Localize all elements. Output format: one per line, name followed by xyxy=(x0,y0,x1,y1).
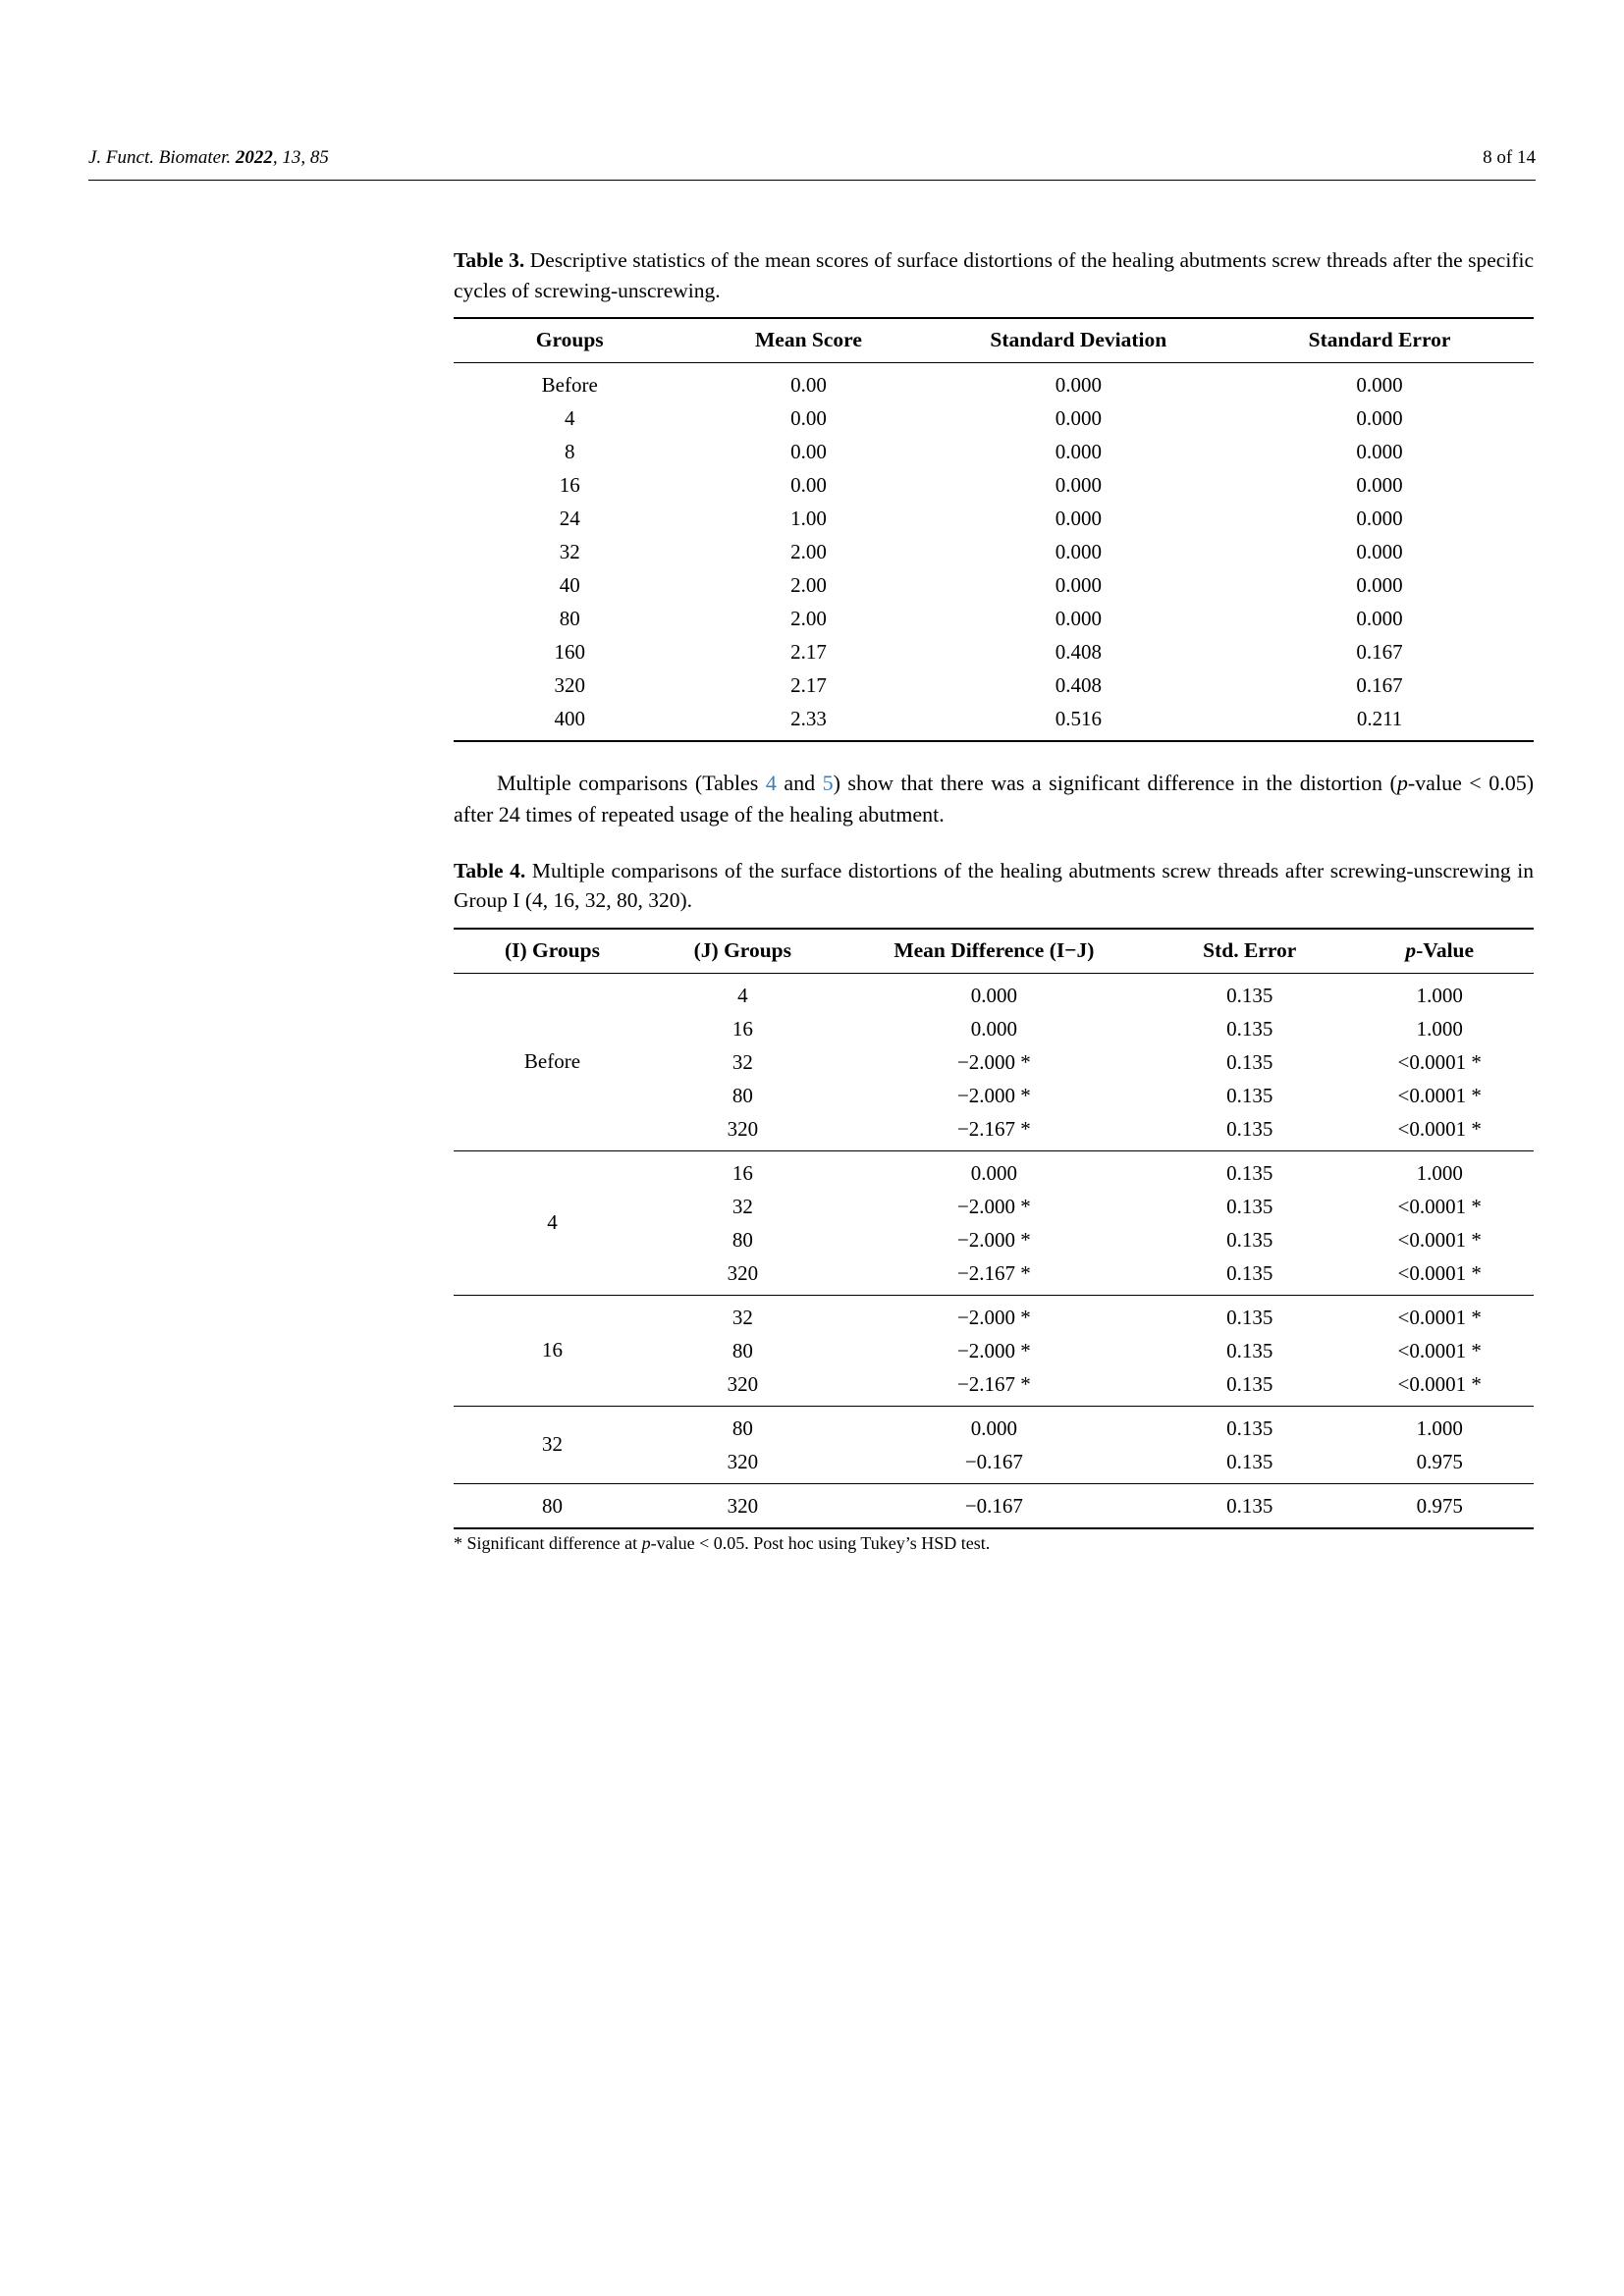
cell-j-group: 320 xyxy=(727,1371,759,1396)
cell-se: 0.000 xyxy=(1356,440,1403,464)
table3-caption xyxy=(454,245,1534,305)
table-row xyxy=(454,603,1534,636)
cell-std-error: 0.135 xyxy=(1226,1260,1273,1285)
paragraph-part2: and xyxy=(776,771,823,796)
table3-header-row xyxy=(454,318,1534,363)
cell-group: 8 xyxy=(564,440,575,464)
cell-std-error: 0.135 xyxy=(1226,1194,1273,1218)
table-row xyxy=(454,1295,1534,1334)
cell-sd: 0.000 xyxy=(1055,607,1102,631)
cell-p-value: 0.975 xyxy=(1345,1483,1534,1528)
cell-mean-diff: 0.000 xyxy=(970,1016,1017,1041)
cell-p-value: <0.0001 * xyxy=(1397,1227,1482,1252)
cell-p-value: <0.0001 * xyxy=(1397,1083,1482,1107)
table-row xyxy=(454,1150,1534,1190)
cell-std-error: 0.135 xyxy=(1154,1150,1345,1190)
cell-j-group: 320 xyxy=(727,1260,759,1285)
running-head-left xyxy=(88,147,329,169)
table3-caption-text: Descriptive statistics of the mean scores of surface distortions of the healing abutments screw threads after the specific cycles of screwing-unscrewing. xyxy=(454,248,1535,302)
table-row xyxy=(454,402,1534,436)
cell-mean-diff: −0.167 xyxy=(964,1449,1023,1473)
p-value-italic: p xyxy=(1405,937,1417,962)
cell-se: 0.211 xyxy=(1356,707,1403,731)
table-row xyxy=(454,569,1534,603)
paragraph-italic-p: p xyxy=(1396,771,1408,796)
cell-se: 0.167 xyxy=(1356,640,1403,665)
cell-se: 0.000 xyxy=(1356,540,1403,564)
cell-j-group: 80 xyxy=(731,1338,753,1362)
cell-se: 0.167 xyxy=(1356,673,1403,698)
cell-mean-diff: 0.000 xyxy=(970,983,1017,1007)
cell-sd: 0.000 xyxy=(1055,473,1102,498)
table4-header-row xyxy=(454,929,1534,974)
cell-sd: 0.000 xyxy=(1055,440,1102,464)
table4-footnote xyxy=(454,1533,1534,1554)
cell-mean: 2.00 xyxy=(790,573,827,598)
cell-se: 0.000 xyxy=(1356,507,1403,531)
table3-caption-label: Table 3. xyxy=(454,248,525,272)
cell-p-value: 1.000 xyxy=(1416,983,1463,1007)
cell-std-error: 0.135 xyxy=(1226,1049,1273,1074)
content-column xyxy=(454,245,1534,1554)
table3-col-groups: Groups xyxy=(535,328,604,352)
journal-volume: , 13, 85 xyxy=(272,147,329,168)
cell-se: 0.000 xyxy=(1356,406,1403,431)
cell-mean: 1.00 xyxy=(790,507,827,531)
cell-sd: 0.000 xyxy=(1055,507,1102,531)
cell-group: 160 xyxy=(554,640,585,665)
cell-std-error: 0.135 xyxy=(1226,1449,1273,1473)
cell-i-group: 16 xyxy=(454,1295,651,1406)
cell-mean: 2.00 xyxy=(790,607,827,631)
journal-name: J. Funct. Biomater. xyxy=(88,147,232,168)
cell-std-error: 0.135 xyxy=(1154,1483,1345,1528)
table-row xyxy=(454,536,1534,569)
cell-i-group: 32 xyxy=(454,1406,651,1483)
cell-group: 40 xyxy=(559,573,580,598)
cell-std-error: 0.135 xyxy=(1226,1116,1273,1141)
cell-p-value: 1.000 xyxy=(1416,1016,1463,1041)
running-head xyxy=(88,147,1536,169)
cell-sd: 0.408 xyxy=(1055,673,1102,698)
cell-std-error: 0.135 xyxy=(1226,1016,1273,1041)
cell-mean-diff: −0.167 xyxy=(835,1483,1154,1528)
table4-caption-label: Table 4. xyxy=(454,858,526,882)
cell-j-group: 32 xyxy=(651,1295,835,1334)
cell-mean-diff: −2.000 * xyxy=(835,1295,1154,1334)
table4 xyxy=(454,928,1534,1529)
cell-std-error: 0.135 xyxy=(1226,1371,1273,1396)
cell-j-group: 32 xyxy=(731,1049,753,1074)
cell-mean: 0.00 xyxy=(790,373,827,398)
table3-col-standard-deviation: Standard Deviation xyxy=(990,328,1167,352)
cell-group: 400 xyxy=(554,707,585,731)
cell-se: 0.000 xyxy=(1356,573,1403,598)
cell-p-value: <0.0001 * xyxy=(1345,1295,1534,1334)
cell-j-group: 16 xyxy=(731,1016,753,1041)
cell-mean-diff: −2.000 * xyxy=(956,1227,1031,1252)
table4-col-mean-difference: Mean Difference (I−J) xyxy=(893,937,1095,962)
cell-p-value: <0.0001 * xyxy=(1397,1371,1482,1396)
cell-se: 0.000 xyxy=(1356,373,1403,398)
footnote-part-b: -value < 0.05. Post hoc using Tukey’s HSD test. xyxy=(650,1532,991,1553)
cell-p-value: <0.0001 * xyxy=(1397,1049,1482,1074)
cell-j-group: 320 xyxy=(727,1449,759,1473)
cell-std-error: 0.135 xyxy=(1226,1083,1273,1107)
cell-mean-diff: −2.000 * xyxy=(956,1338,1031,1362)
table4-col-i-groups: (I) Groups xyxy=(504,937,600,962)
table-row xyxy=(454,973,1534,1012)
table-row xyxy=(454,503,1534,536)
cell-j-group: 16 xyxy=(651,1150,835,1190)
table3-col-standard-error: Standard Error xyxy=(1308,328,1451,352)
cell-se: 0.000 xyxy=(1356,607,1403,631)
table-row xyxy=(454,436,1534,469)
body-paragraph xyxy=(454,768,1534,830)
table4-col-std-error: Std. Error xyxy=(1203,937,1297,962)
cell-group: 4 xyxy=(564,406,575,431)
cell-j-group: 320 xyxy=(727,1116,759,1141)
cell-mean-diff: 0.000 xyxy=(835,1406,1154,1445)
cell-group: 32 xyxy=(559,540,580,564)
cell-j-group: 80 xyxy=(731,1083,753,1107)
cell-i-group: 4 xyxy=(454,1150,651,1295)
paragraph-part3: ) show that there was a significant difference in the distortion ( xyxy=(833,771,1397,796)
cell-p-value: <0.0001 * xyxy=(1397,1260,1482,1285)
table-row xyxy=(454,669,1534,703)
table4-reference-link[interactable]: 4 xyxy=(765,771,777,796)
page-number: 8 of 14 xyxy=(1483,147,1536,168)
cell-mean: 2.00 xyxy=(790,540,827,564)
table-row xyxy=(454,1406,1534,1445)
table4-caption xyxy=(454,856,1534,916)
cell-j-group: 80 xyxy=(731,1227,753,1252)
table4-caption-text: Multiple comparisons of the surface distortions of the healing abutments screw threads after screwing-unscrewing in Group I (4, 16, 32, 80, 320). xyxy=(454,858,1535,913)
cell-mean: 0.00 xyxy=(790,440,827,464)
cell-mean-diff: −2.000 * xyxy=(956,1194,1031,1218)
cell-j-group: 320 xyxy=(651,1483,835,1528)
cell-sd: 0.408 xyxy=(1055,640,1102,665)
p-value-rest: -Value xyxy=(1416,937,1475,962)
cell-group: 80 xyxy=(559,607,580,631)
footnote-italic-p: p xyxy=(641,1532,651,1553)
cell-i-group: Before xyxy=(523,1049,581,1074)
cell-std-error: 0.135 xyxy=(1226,1338,1273,1362)
cell-mean: 0.00 xyxy=(790,473,827,498)
cell-group: 24 xyxy=(559,507,580,531)
table3-body xyxy=(454,363,1534,742)
cell-mean-diff: −2.167 * xyxy=(956,1116,1031,1141)
table-row xyxy=(454,703,1534,742)
cell-group: 320 xyxy=(554,673,585,698)
cell-se: 0.000 xyxy=(1356,473,1403,498)
cell-mean: 0.00 xyxy=(790,406,827,431)
cell-mean-diff: −2.167 * xyxy=(956,1371,1031,1396)
cell-std-error: 0.135 xyxy=(1226,1227,1273,1252)
table-row xyxy=(454,469,1534,503)
table4-body xyxy=(454,973,1534,1528)
table4-col-j-groups: (J) Groups xyxy=(693,937,791,962)
cell-j-group: 32 xyxy=(731,1194,753,1218)
cell-std-error: 0.135 xyxy=(1226,983,1273,1007)
cell-mean-diff: −2.000 * xyxy=(956,1083,1031,1107)
cell-p-value: 1.000 xyxy=(1345,1406,1534,1445)
cell-mean-diff: −2.000 * xyxy=(956,1049,1031,1074)
cell-mean: 2.17 xyxy=(790,673,827,698)
cell-group: Before xyxy=(541,373,598,398)
cell-sd: 0.000 xyxy=(1055,573,1102,598)
cell-sd: 0.000 xyxy=(1055,373,1102,398)
cell-sd: 0.516 xyxy=(1055,707,1102,731)
cell-p-value: 0.975 xyxy=(1416,1449,1463,1473)
cell-j-group: 4 xyxy=(737,983,748,1007)
table4-col-p-value xyxy=(1345,929,1534,974)
cell-mean: 2.33 xyxy=(790,707,827,731)
cell-std-error: 0.135 xyxy=(1154,1295,1345,1334)
table3 xyxy=(454,317,1534,742)
cell-mean: 2.17 xyxy=(790,640,827,665)
journal-year: 2022 xyxy=(235,147,273,168)
cell-mean-diff: −2.167 * xyxy=(956,1260,1031,1285)
cell-mean-diff: 0.000 xyxy=(835,1150,1154,1190)
cell-i-group: 80 xyxy=(454,1483,651,1528)
cell-std-error: 0.135 xyxy=(1154,1406,1345,1445)
cell-j-group: 80 xyxy=(651,1406,835,1445)
paragraph-part4: -value < 0.05) after 24 times of repeated usage of the healing abutment. xyxy=(454,771,1535,827)
cell-p-value: 1.000 xyxy=(1345,1150,1534,1190)
cell-p-value: <0.0001 * xyxy=(1397,1194,1482,1218)
cell-group: 16 xyxy=(559,473,580,498)
table-row xyxy=(454,636,1534,669)
cell-sd: 0.000 xyxy=(1055,406,1102,431)
paragraph-part1: Multiple comparisons (Tables xyxy=(497,771,766,796)
header-divider xyxy=(88,180,1536,181)
table-row xyxy=(454,363,1534,402)
table5-reference-link[interactable]: 5 xyxy=(822,771,834,796)
cell-sd: 0.000 xyxy=(1055,540,1102,564)
footnote-part-a: * Significant difference at xyxy=(454,1532,642,1553)
table3-col-mean-score: Mean Score xyxy=(755,328,862,352)
cell-p-value: <0.0001 * xyxy=(1397,1116,1482,1141)
table-row xyxy=(454,1483,1534,1528)
cell-p-value: <0.0001 * xyxy=(1397,1338,1482,1362)
